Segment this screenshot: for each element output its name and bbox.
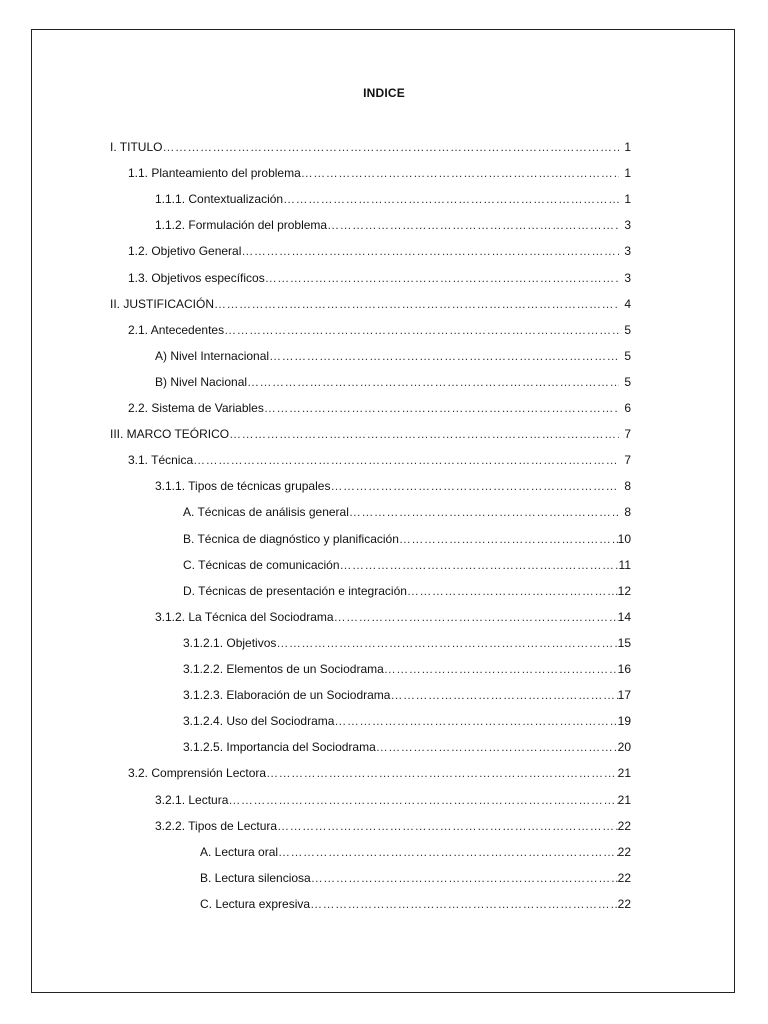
toc-entry-label: 1.1. Planteamiento del problema xyxy=(128,166,301,181)
toc-entry-label: 3.1. Técnica xyxy=(128,453,194,468)
toc-entry-label: 1.1.2. Formulación del problema xyxy=(155,218,328,233)
toc-dot-leader xyxy=(266,766,618,780)
toc-dot-leader xyxy=(277,819,618,833)
toc-entry-label: 3.1.2.2. Elementos de un Sociodrama xyxy=(183,662,384,676)
toc-dot-leader xyxy=(301,166,619,180)
toc-entry-page: 8 xyxy=(624,479,631,494)
toc-entry[interactable] xyxy=(183,662,631,680)
toc-entry[interactable] xyxy=(128,766,631,784)
toc-entry[interactable] xyxy=(183,714,631,732)
toc-dot-leader xyxy=(330,479,619,493)
toc-entry[interactable] xyxy=(155,610,631,628)
toc-entry-label: 3.1.2.5. Importancia del Sociodrama xyxy=(183,740,376,755)
toc-entry-label: B. Lectura silenciosa xyxy=(200,870,311,885)
toc-entry-label: 3.1.1. Tipos de técnicas grupales xyxy=(155,479,331,494)
toc-entry-page: 7 xyxy=(624,453,631,468)
toc-dot-leader xyxy=(162,140,619,154)
toc-dot-leader xyxy=(311,871,618,885)
toc-entry[interactable] xyxy=(110,140,631,158)
toc-entry[interactable] xyxy=(110,297,631,315)
toc-dot-leader xyxy=(340,558,619,572)
toc-dot-leader xyxy=(283,192,619,206)
toc-entry[interactable] xyxy=(128,244,631,262)
toc-entry-page: 10 xyxy=(617,531,631,546)
toc-entry-page: 12 xyxy=(617,583,631,598)
toc-entry-page: 22 xyxy=(617,844,631,859)
toc-entry-page: 8 xyxy=(624,505,631,520)
toc-entry-page: 19 xyxy=(617,714,631,729)
toc-entry[interactable] xyxy=(183,636,631,654)
toc-entry-label: 3.1.2. La Técnica del Sociodrama xyxy=(155,609,334,624)
toc-entry[interactable] xyxy=(200,897,631,915)
toc-dot-leader xyxy=(327,218,619,232)
toc-entry-page: 17 xyxy=(617,688,631,703)
toc-entry-label: 1.3. Objetivos específicos xyxy=(128,270,265,285)
toc-entry[interactable] xyxy=(155,793,631,811)
toc-entry[interactable] xyxy=(155,479,631,497)
toc-entry-page: 5 xyxy=(624,322,631,337)
toc-entry[interactable] xyxy=(128,323,631,341)
page-title: INDICE xyxy=(363,86,405,100)
toc-entry-page: 16 xyxy=(617,662,631,676)
toc-dot-leader xyxy=(334,610,618,624)
toc-entry-page: 22 xyxy=(617,870,631,885)
toc-entry-label: A) Nivel Internacional xyxy=(155,348,270,363)
toc-entry[interactable] xyxy=(183,740,631,758)
toc-entry-page: 1 xyxy=(624,140,631,154)
toc-entry-page: 21 xyxy=(617,766,631,781)
toc-entry-page: 15 xyxy=(617,635,631,650)
toc-entry[interactable] xyxy=(155,349,631,367)
toc-dot-leader xyxy=(384,662,618,676)
toc-entry-label: 1.1.1. Contextualización xyxy=(155,192,284,207)
toc-entry[interactable] xyxy=(155,218,631,236)
toc-entry-page: 1 xyxy=(624,192,631,207)
toc-entry-page: 11 xyxy=(618,557,631,572)
toc-entry-label: 2.1. Antecedentes xyxy=(128,322,225,337)
toc-entry-page: 3 xyxy=(624,270,631,285)
toc-entry-page: 1 xyxy=(624,166,631,181)
toc-dot-leader xyxy=(310,897,618,911)
toc-dot-leader xyxy=(399,532,618,546)
toc-dot-leader xyxy=(376,740,618,754)
toc-entry[interactable] xyxy=(155,375,631,393)
toc-entry-page: 21 xyxy=(617,792,631,807)
toc-dot-leader xyxy=(278,845,618,859)
toc-entry-page: 7 xyxy=(624,427,631,442)
toc-dot-leader xyxy=(276,636,617,650)
toc-entry-page: 3 xyxy=(624,218,631,233)
toc-dot-leader xyxy=(247,375,619,389)
toc-entry[interactable] xyxy=(200,845,631,863)
toc-entry-page: 6 xyxy=(624,401,631,415)
toc-entry-label: III. MARCO TEÓRICO xyxy=(110,427,230,442)
toc-entry-label: 3.1.2.3. Elaboración de un Sociodrama xyxy=(183,688,391,703)
toc-dot-leader xyxy=(390,688,617,702)
toc-entry-page: 22 xyxy=(617,896,631,911)
toc-dot-leader xyxy=(349,505,619,519)
toc-entry[interactable] xyxy=(110,427,631,445)
toc-dot-leader xyxy=(193,453,619,467)
toc-entry[interactable] xyxy=(155,192,631,210)
toc-entry-label: B) Nivel Nacional xyxy=(155,374,248,389)
toc-entry-label: II. JUSTIFICACIÓN xyxy=(110,296,215,311)
toc-entry-page: 20 xyxy=(617,740,631,755)
toc-dot-leader xyxy=(229,427,619,441)
toc-entry-label: 2.2. Sistema de Variables xyxy=(128,401,264,415)
toc-entry[interactable] xyxy=(183,532,631,550)
toc-entry[interactable] xyxy=(128,401,631,419)
toc-entry-label: 3.2. Comprensión Lectora xyxy=(128,766,267,781)
toc-dot-leader xyxy=(407,584,618,598)
toc-entry[interactable] xyxy=(128,166,631,184)
toc-entry[interactable] xyxy=(200,871,631,889)
toc-entry-label: 1.2. Objetivo General xyxy=(128,244,242,259)
toc-entry-label: 3.2.1. Lectura xyxy=(155,792,229,807)
toc-entry-label: C. Lectura expresiva xyxy=(200,896,311,911)
toc-entry-label: I. TITULO xyxy=(110,140,163,154)
toc-dot-leader xyxy=(265,271,619,285)
toc-entry[interactable] xyxy=(183,558,631,576)
toc-entry-page: 5 xyxy=(624,348,631,363)
toc-entry-label: B. Técnica de diagnóstico y planificación xyxy=(183,531,399,546)
toc-entry[interactable] xyxy=(128,453,631,471)
toc-dot-leader xyxy=(228,793,617,807)
toc-entry[interactable] xyxy=(128,271,631,289)
toc-dot-leader xyxy=(264,401,619,415)
toc-entry[interactable] xyxy=(155,819,631,837)
toc-entry[interactable] xyxy=(183,584,631,602)
toc-entry-label: 3.1.2.1. Objetivos xyxy=(183,635,277,650)
toc-entry-page: 14 xyxy=(617,609,631,624)
toc-entry-label: A. Técnicas de análisis general xyxy=(183,505,349,520)
toc-entry-label: 3.1.2.4. Uso del Sociodrama xyxy=(183,714,335,729)
toc-entry-page: 3 xyxy=(624,244,631,259)
toc-dot-leader xyxy=(214,297,619,311)
toc-dot-leader xyxy=(241,244,619,258)
toc-entry[interactable] xyxy=(183,688,631,706)
toc-entry-page: 4 xyxy=(624,296,631,311)
toc-entry-page: 22 xyxy=(617,818,631,833)
toc-dot-leader xyxy=(224,323,619,337)
toc-entry-label: A. Lectura oral xyxy=(200,844,279,859)
toc-entry-label: D. Técnicas de presentación e integración xyxy=(183,583,407,598)
toc-entry-label: C. Técnicas de comunicación xyxy=(183,557,340,572)
toc-entry-label: 3.2.2. Tipos de Lectura xyxy=(155,818,278,833)
toc-dot-leader xyxy=(269,349,619,363)
toc-dot-leader xyxy=(334,714,617,728)
toc-entry-page: 5 xyxy=(624,374,631,389)
toc-entry[interactable] xyxy=(183,505,631,523)
